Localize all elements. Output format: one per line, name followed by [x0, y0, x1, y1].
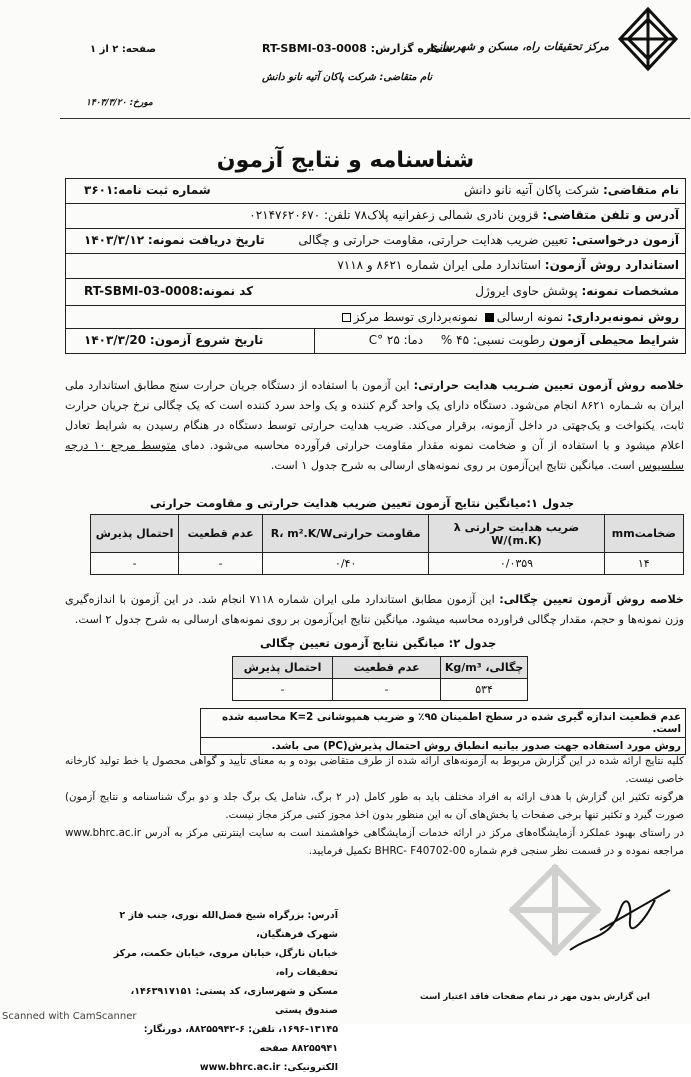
info-row-address [66, 204, 685, 229]
sample-code-label: کد نمونه: [198, 284, 254, 298]
scanner-watermark: Scanned with CamScanner [2, 1011, 137, 1022]
sampling-label: روش نمونه‌برداری: [567, 310, 679, 324]
test-label: آزمون درخواستی: [571, 233, 679, 247]
report-number-label: شماره گزارش: [370, 42, 453, 55]
applicant-value: شرکت پاکان آتیه نانو دانش [463, 183, 600, 197]
pc-note: روش مورد استفاده جهت صدور بیانیه انطباق روش احتمال پذیرش(PC) می باشد. [271, 740, 681, 752]
table1-header: ضخامتmm [604, 515, 683, 553]
sampling-center-checkbox [342, 313, 351, 322]
info-row-test [66, 229, 685, 254]
table2-cell: ۵۳۴ [441, 679, 528, 701]
address-line: آدرس: بزرگراه شیخ فضل‌الله نوری، جنب فاز ۲ شهرک فرهنگیان، [119, 910, 338, 940]
info-row-spec [66, 279, 685, 306]
note-item: هرگونه تکثیر این گزارش با هدف ارائه به افراد مختلف باید به طور کامل (در ۲ برگ، شامل یک برگ جلد و دو برگ شناسنامه و نتایج آزمون) صورت گیرد و تکثیر تنها برخی صفحات یا بخش‌های آن به این منظور بدون اخذ مجوز کتبی مرکز مجاز نیست. [65, 791, 684, 821]
header-date-label: مورخ: [129, 98, 153, 108]
bhrc-logo-icon [617, 6, 679, 72]
table1-cell: ۰/۰۳۵۹ [429, 553, 604, 575]
header-divider [60, 118, 690, 119]
thermal-method-summary [65, 376, 684, 476]
table2-header: چگالی، Kg/m³ [441, 657, 528, 679]
organization-name: مرکز تحقیقات راه، مسکن و شهرسازی [428, 40, 609, 53]
header-client-value: شرکت پاکان آتیه نانو دانش [262, 72, 376, 83]
table1-cell: - [179, 553, 263, 575]
validity-note: این گزارش بدون مهر در تمام صفحات فاقد اعتبار است [420, 992, 650, 1002]
table-row [233, 679, 528, 701]
address-block [100, 906, 338, 1077]
table2 [232, 656, 528, 701]
table1-caption: جدول ۱:میانگین نتایج آزمون تعیین ضریب هدایت حرارتی و مقاومت حرارتی [150, 496, 575, 510]
table-row [91, 553, 684, 575]
reference-temp-text: متوسط مرجع ۱۰ درجه سلسیوس [65, 439, 684, 472]
info-box [65, 178, 686, 354]
general-notes [65, 752, 684, 860]
table1-header: ضریب هدایت حرارتی λ W/(m.K) [429, 515, 604, 553]
receive-date-label: تاریخ دریافت نمونه: [147, 233, 265, 247]
info-row-applicant [66, 179, 685, 204]
address-line: مسکن و شهرسازی، کد پستی: ۱۴۶۳۹۱۷۱۵۱، صندوق پستی [130, 986, 338, 1016]
address-line: خیابان نارگل، خیابان مروی، خیابان حکمت، مرکز تحقیقات راه، [113, 948, 338, 978]
table1-cell: - [91, 553, 179, 575]
table1-header: مقاومت حرارتیR، m².K/W [262, 515, 428, 553]
header-client [262, 72, 432, 83]
thermal-method-heading: خلاصه روش آزمون تعیین ضـریب هدایت حرارتی: [413, 379, 684, 392]
reg-value: ۳۶۰۱ [84, 183, 114, 197]
table2-header: احتمال پذیرش [233, 657, 333, 679]
table1 [90, 514, 684, 575]
standard-label: استاندارد روش آزمون: [544, 258, 679, 272]
signature-icon [560, 880, 680, 960]
address-line: ۱۶۹۶-۱۳۱۴۵، تلفن: ۶-۸۸۲۵۵۹۴۲، دورنگار: ۸۸۲۵۵۹۴۱ صفحه [143, 1024, 338, 1054]
table2-header-row [233, 657, 528, 679]
note-item: کلیه نتایج ارائه شده در این گزارش مربوط به آزمونه‌های ارائه شده از طرف متقاضی بوده و به معنای تأیید و گواهی محصول یا خط تولید کارخانه خاصی نیست. [65, 755, 684, 785]
start-date-value: ۱۴۰۳/۳/20 [84, 333, 147, 347]
table1-cell: ۰/۴۰ [262, 553, 428, 575]
note-item: در راستای بهبود عملکرد آزمایشگاه‌های مرکز در ارائه خدمات آزمایشگاهی خواهشمند است به سایت اینترنتی مرکز به آدرس www.bhrc.ac.ir مراجعه نموده و در قسمت نظر سنجی فرم شماره BHRC- F40702-00 تکمیل فرمایید. [65, 827, 684, 857]
receive-date-value: ۱۴۰۳/۳/۱۲ [84, 233, 145, 247]
info-row-environment [66, 329, 685, 353]
sampling-sent-checkbox [485, 313, 494, 322]
page-number [90, 44, 156, 55]
report-number-value: RT-SBMI-03-0008 [262, 42, 367, 55]
density-method-heading: خلاصه روش آزمون تعیین چگالی: [499, 593, 684, 606]
header-date-value: ۱۴۰۳/۳/۲۰ [86, 98, 127, 108]
page-value: ۲ از ۱ [90, 44, 119, 55]
thermal-method-text: این آزمون با استفاده از دستگاه جریان حرارت سنج مطابق استاندارد ملی ایران به شـماره ۸۶۲۱ انجام می‌شود. دستگاه دارای یک واحد گرم کننده و یک واحد سرد کننده است که یک چگالی نرخ جریان حرارت ثابت، یکنواخت و یک‌جهتی در داخل آزمونه، برقرار می‌کند. ضریب هدایت حرارتی توسط دستگاه در هنگام رسیدن به شرایط تعادل اعلام میشود و با استفاده از آن و ضخامت نمونه مقدار مقاومت حرارتی فرآورده محاسبه می‌شود. دمای [65, 379, 685, 452]
report-number [262, 42, 453, 55]
table1-header-row [91, 515, 684, 553]
table2-cell: - [333, 679, 441, 701]
table1-header: احتمال پذیرش [91, 515, 179, 553]
table2-caption: جدول ۲: میانگین نتایج آزمون تعیین چگالی [260, 636, 497, 650]
thermal-method-tail: است. میانگین نتایج این‌آزمون بر روی نمونه‌های ارسالی به شرح جدول ۱ است. [270, 459, 635, 472]
applicant-label: نام متقاضی: [603, 183, 679, 197]
sample-code-value: RT-SBMI-03-0008 [84, 284, 199, 298]
standard-value: استاندارد ملی ایران شماره ۸۶۲۱ و ۷۱۱۸ [337, 258, 541, 272]
sampling-center-label: نمونه‌برداری توسط مرکز [353, 310, 478, 324]
humidity-value: رطوبت نسبی: ۴۵ % [440, 333, 546, 347]
temperature-value: دما: ۲۵ °C [368, 333, 424, 347]
spec-label: مشخصات نمونه: [581, 284, 679, 298]
table1-header: عدم قطعیت [179, 515, 263, 553]
address-value: قزوین نادری شمالی زعفرانیه پلاک۷۸ تلفن: ۰۲۱۴۷۶۲۰۶۷۰ [249, 208, 539, 222]
env-divider [314, 329, 315, 353]
environment-label: شرایط محیطی آزمون [548, 333, 679, 347]
header-date [86, 98, 153, 108]
spec-value: پوشش حاوی ایروژل [475, 284, 578, 298]
address-line: الکترونیکی: www.bhrc.ac.ir [199, 1062, 338, 1073]
density-method-text: این آزمون مطابق استاندارد ملی ایران شماره ۷۱۱۸ انجام شد. در این آزمون با اندازه‌گیری وزن نمونه‌ها و حجم، مقدار چگالی فراورده محاسبه میشود. میانگین نتایج این‌آزمون بر روی نمونه‌های ارسالی به شرح جدول ۲ است. [65, 593, 684, 626]
table2-header: عدم قطعیت [333, 657, 441, 679]
test-value: تعیین ضریب هدایت حرارتی، مقاومت حرارتی و چگالی [298, 233, 568, 247]
table2-cell: - [233, 679, 333, 701]
uncertainty-note: عدم قطعیت اندازه گیری شده در سطح اطمینان ۹۵٪ و ضریب همپوشانی K=2 محاسبه شده است. [201, 709, 685, 738]
page-label: صفحه: [121, 44, 156, 55]
start-date-label: تاریخ شروع آزمون: [149, 333, 264, 347]
density-method-summary [65, 590, 684, 630]
reg-label: شماره ثبت نامه: [113, 183, 211, 197]
address-label: آدرس و تلفن متقاضی: [542, 208, 679, 222]
info-row-sampling [66, 306, 685, 329]
header-client-label: نام متقاضی: [379, 72, 433, 83]
measurement-notes-box [200, 708, 686, 755]
page-title: شناسنامه و نتایج آزمون [216, 148, 475, 173]
info-row-standard [66, 254, 685, 279]
sampling-sent-label: نمونه ارسالی [496, 310, 564, 324]
table1-cell: ۱۴ [604, 553, 683, 575]
